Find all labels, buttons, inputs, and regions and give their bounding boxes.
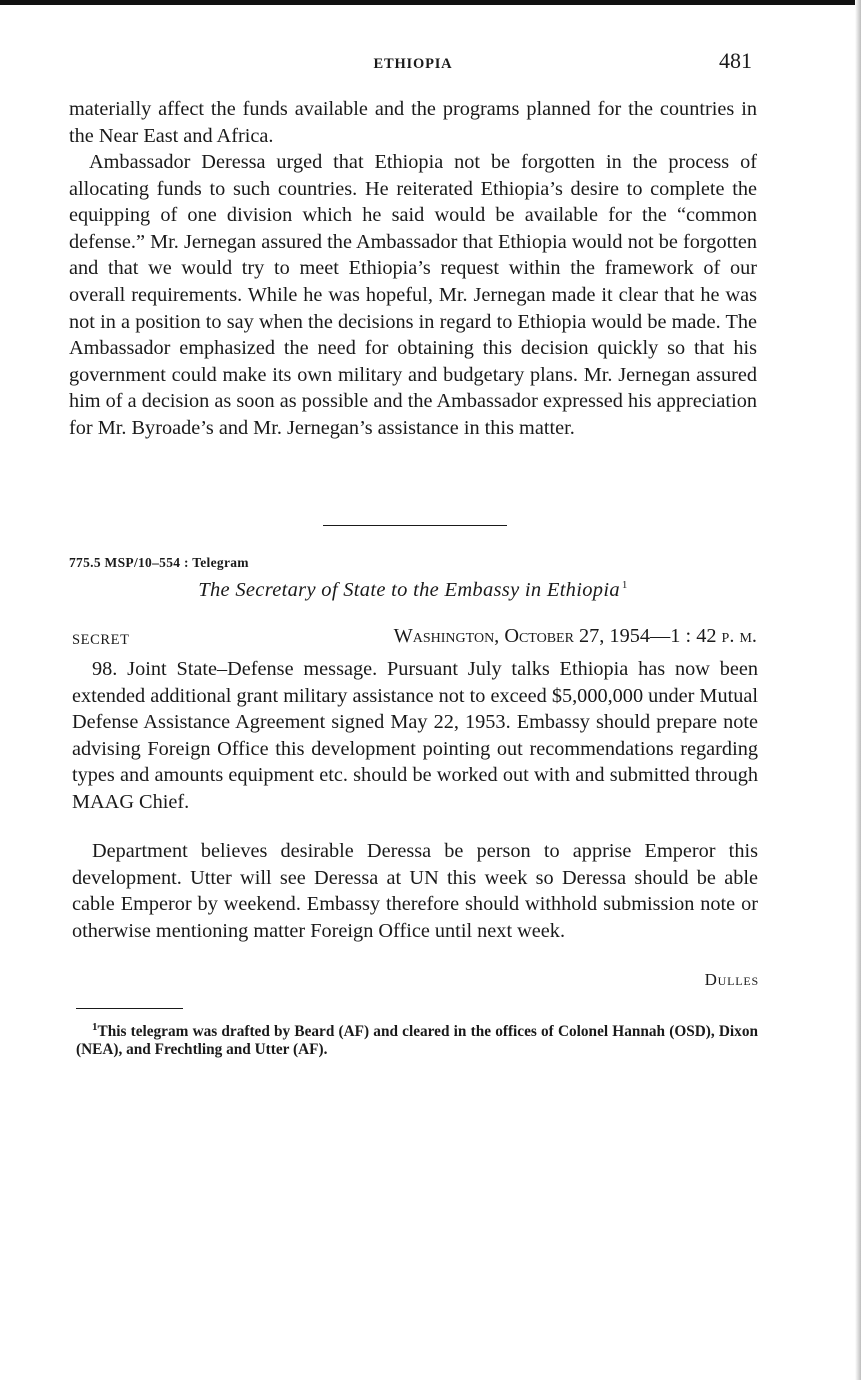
- classification-label: SECRET: [72, 632, 130, 648]
- running-head: [69, 48, 757, 80]
- telegram-paragraph: 98. Joint State–Defense message. Pursuant July talks Ethiopia has now been extended additional grant military assistance not to exceed $5,000,000 under Mutual Defense Assistance Agreement signed May 22, 1953. Embassy should prepare note advising Foreign Office this development pointing out recommendations regarding types and amounts equipment etc. should be worked out with and submitted through MAAG Chief.: [72, 658, 758, 813]
- footnote-text: This telegram was drafted by Beard (AF) and cleared in the offices of Colonel Hannah (OSD), Dixon (NEA), and Frechtling and Utter (AF).: [76, 1023, 758, 1059]
- footnote-mark: 1: [92, 1021, 98, 1033]
- signature: Dulles: [704, 970, 759, 989]
- telegram-paragraph: Department believes desirable Deressa be person to apprise Emperor this development. Utter will see Deressa at UN this week so Deressa should be able cable Emperor by weekend. Embassy therefore should withhold submission note or otherwise mentioning matter Foreign Office until next week.: [72, 840, 758, 942]
- dateline: Washington, October 27, 1954—1 : 42 p. m.: [393, 625, 757, 647]
- page-edge-shadow: [855, 0, 861, 1380]
- body-paragraph-continued: materially affect the funds available and the programs planned for the countries in the Near East and Africa.: [69, 98, 757, 147]
- page-number: 481: [719, 48, 752, 73]
- top-border-rule: [0, 0, 861, 5]
- footnote-rule: [76, 1008, 183, 1009]
- running-head-title: ETHIOPIA: [373, 56, 453, 72]
- footnote: [76, 1018, 758, 1059]
- body-paragraph: Ambassador Deressa urged that Ethiopia not be forgotten in the process of allocating funds to such countries. He reiterated Ethiopia’s desire to complete the equipping of one division which he said would be available for the “common defense.” Mr. Jernegan assured the Ambassador that Ethiopia would not be forgotten and that we would try to meet Ethiopia’s request within the framework of our overall requirements. While he was hopeful, Mr. Jernegan made it clear that he was not in a position to say when the decisions in regard to Ethiopia would be made. The Ambassador emphasized the need for obtaining this decision quickly so that his government could make its own military and budgetary plans. Mr. Jernegan assured him of a decision as soon as possible and the Ambassador expressed his appreciation for Mr. Byroade’s and Mr. Jernegan’s assistance in this matter.: [69, 151, 757, 439]
- document-title: [69, 579, 757, 602]
- document-reference: 775.5 MSP/10–554 : Telegram: [69, 555, 249, 570]
- footnote-reference-mark: 1: [621, 579, 628, 592]
- section-separator-rule: [323, 525, 507, 526]
- document-title-text: The Secretary of State to the Embassy in Ethiopia: [198, 579, 620, 601]
